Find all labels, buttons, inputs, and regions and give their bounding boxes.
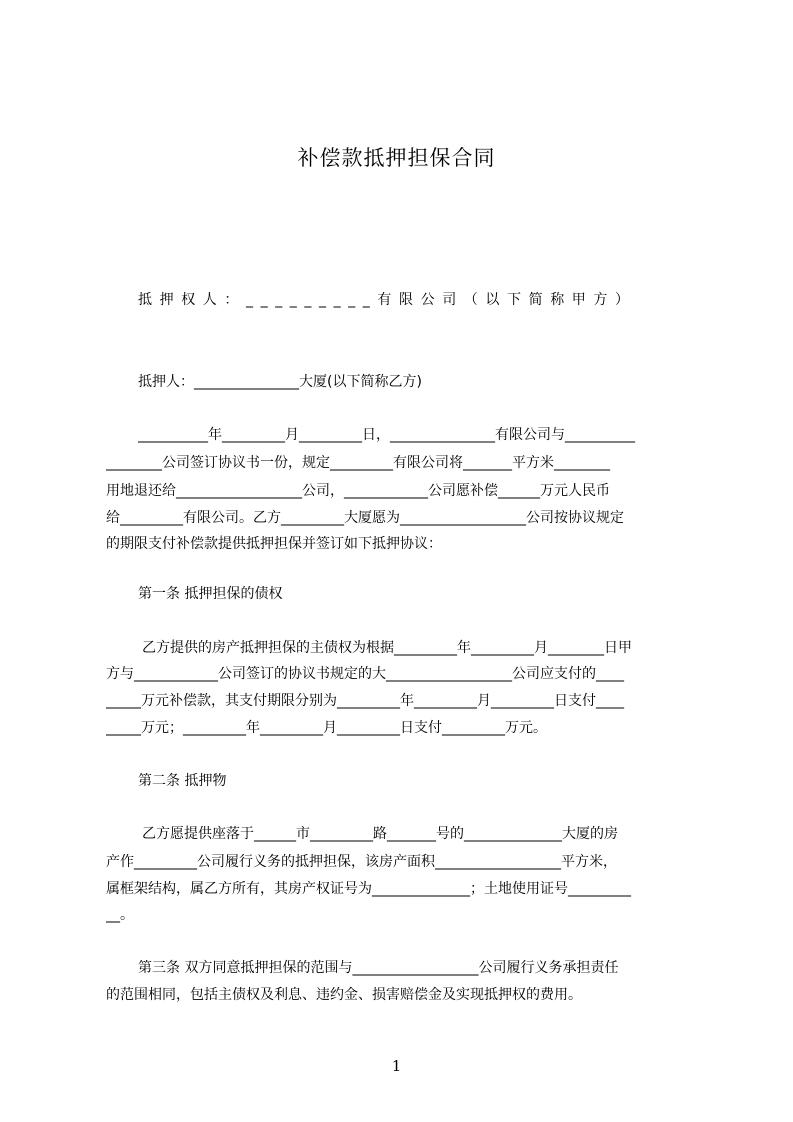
article-1-heading: 第一条 抵押担保的债权 <box>138 586 283 602</box>
article-1-line-2: 方与____________公司签订的协议书规定的大__________________公司应支付的____ <box>106 666 624 682</box>
article-2-line-3: 属框架结构，属乙方所有，其房产权证号为______________；土地使用证号_________ <box>106 881 631 897</box>
intro-line-5: 的期限支付补偿款提供抵押担保并签订如下抵押协议： <box>106 536 442 552</box>
article-1-line-3: _____万元补偿款，其支付期限分别为_________年_________月_________日支付____ <box>106 693 624 709</box>
article-2-line-2: 产作_________公司履行义务的抵押担保，该房产面积__________________平方米， <box>106 854 617 870</box>
intro-line-1: __________年_________月_________日，_______________有限公司与__________ <box>138 427 635 443</box>
article-2-line-4: __。 <box>106 907 134 923</box>
article-3-line-1: 第三条 双方同意抵押担保的范围与__________________公司履行义务承担责任 <box>138 960 619 976</box>
intro-line-4: 给_________有限公司。乙方_________大厦愿为__________________公司按协议规定 <box>106 510 624 526</box>
party-b-line: 抵押人：_______________大厦(以下简称乙方) <box>138 374 422 390</box>
intro-line-3: 用地退还给__________________公司，____________公司愿补偿______万元人民币 <box>106 483 610 499</box>
intro-line-2: ________公司签订协议书一份，规定_________有限公司将_______平方米________ <box>106 455 610 471</box>
document-title: 补偿款抵押担保合同 <box>297 146 496 170</box>
party-a-line: 抵押权人：_________有限公司（以下简称甲方） <box>138 292 637 308</box>
article-1-line-1: 乙方提供的房产抵押担保的主债权为根据_________年_________月________日甲 <box>142 640 632 656</box>
article-2-line-1: 乙方愿提供座落于______市_________路_______号的______________大厦的房 <box>142 826 618 842</box>
article-1-line-4: _____万元；_________年_________月_________日支付_________万元。 <box>106 720 547 736</box>
article-3-line-2: 的范围相同，包括主债权及利息、违约金、损害赔偿金及实现抵押权的费用。 <box>106 987 582 1003</box>
article-2-heading: 第二条 抵押物 <box>138 773 227 789</box>
page-number: 1 <box>391 1057 402 1075</box>
